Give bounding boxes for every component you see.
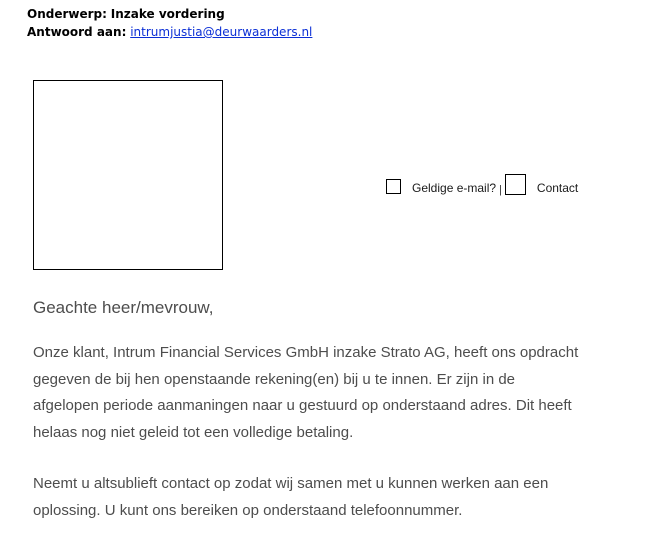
logo-image-placeholder bbox=[33, 80, 223, 270]
reply-to-address-link[interactable]: intrumjustia@deurwaarders.nl bbox=[130, 25, 313, 39]
subject-value: Inzake vordering bbox=[110, 7, 225, 21]
paragraph-line: gegeven de bij hen openstaande rekening(en) bij u te innen. Er zijn in de bbox=[33, 370, 516, 388]
subject-line bbox=[27, 5, 312, 23]
greeting: Geachte heer/mevrouw, bbox=[33, 298, 214, 317]
image-placeholder-icon bbox=[386, 179, 401, 194]
paragraph-line: Onze klant, Intrum Financial Services GmbH inzake Strato AG, heeft ons opdracht bbox=[33, 344, 579, 361]
paragraph-line: afgelopen periode aanmaningen naar u gestuurd op onderstaand adres. Dit heeft bbox=[33, 397, 572, 414]
reply-to-line bbox=[27, 23, 312, 41]
paragraph-line: helaas nog niet geleid tot een volledige betaling. bbox=[33, 423, 354, 441]
reply-to-label: Antwoord aan: bbox=[27, 25, 127, 39]
paragraph-2 bbox=[33, 471, 623, 524]
top-links bbox=[386, 172, 578, 196]
paragraph-1 bbox=[33, 340, 623, 446]
paragraph-line: oplossing. U kunt ons bereiken op onderstaand telefoonnummer. bbox=[33, 501, 463, 519]
image-placeholder-icon bbox=[505, 174, 526, 195]
contact-link[interactable]: Contact bbox=[536, 181, 579, 195]
valid-email-link[interactable]: Geldige e-mail? bbox=[412, 181, 497, 195]
email-header bbox=[27, 5, 312, 41]
paragraph-line: Neemt u altsublieft contact op zodat wij samen met u kunnen werken aan een bbox=[33, 475, 549, 492]
link-separator: | bbox=[499, 184, 502, 196]
subject-label: Onderwerp: bbox=[27, 7, 107, 21]
